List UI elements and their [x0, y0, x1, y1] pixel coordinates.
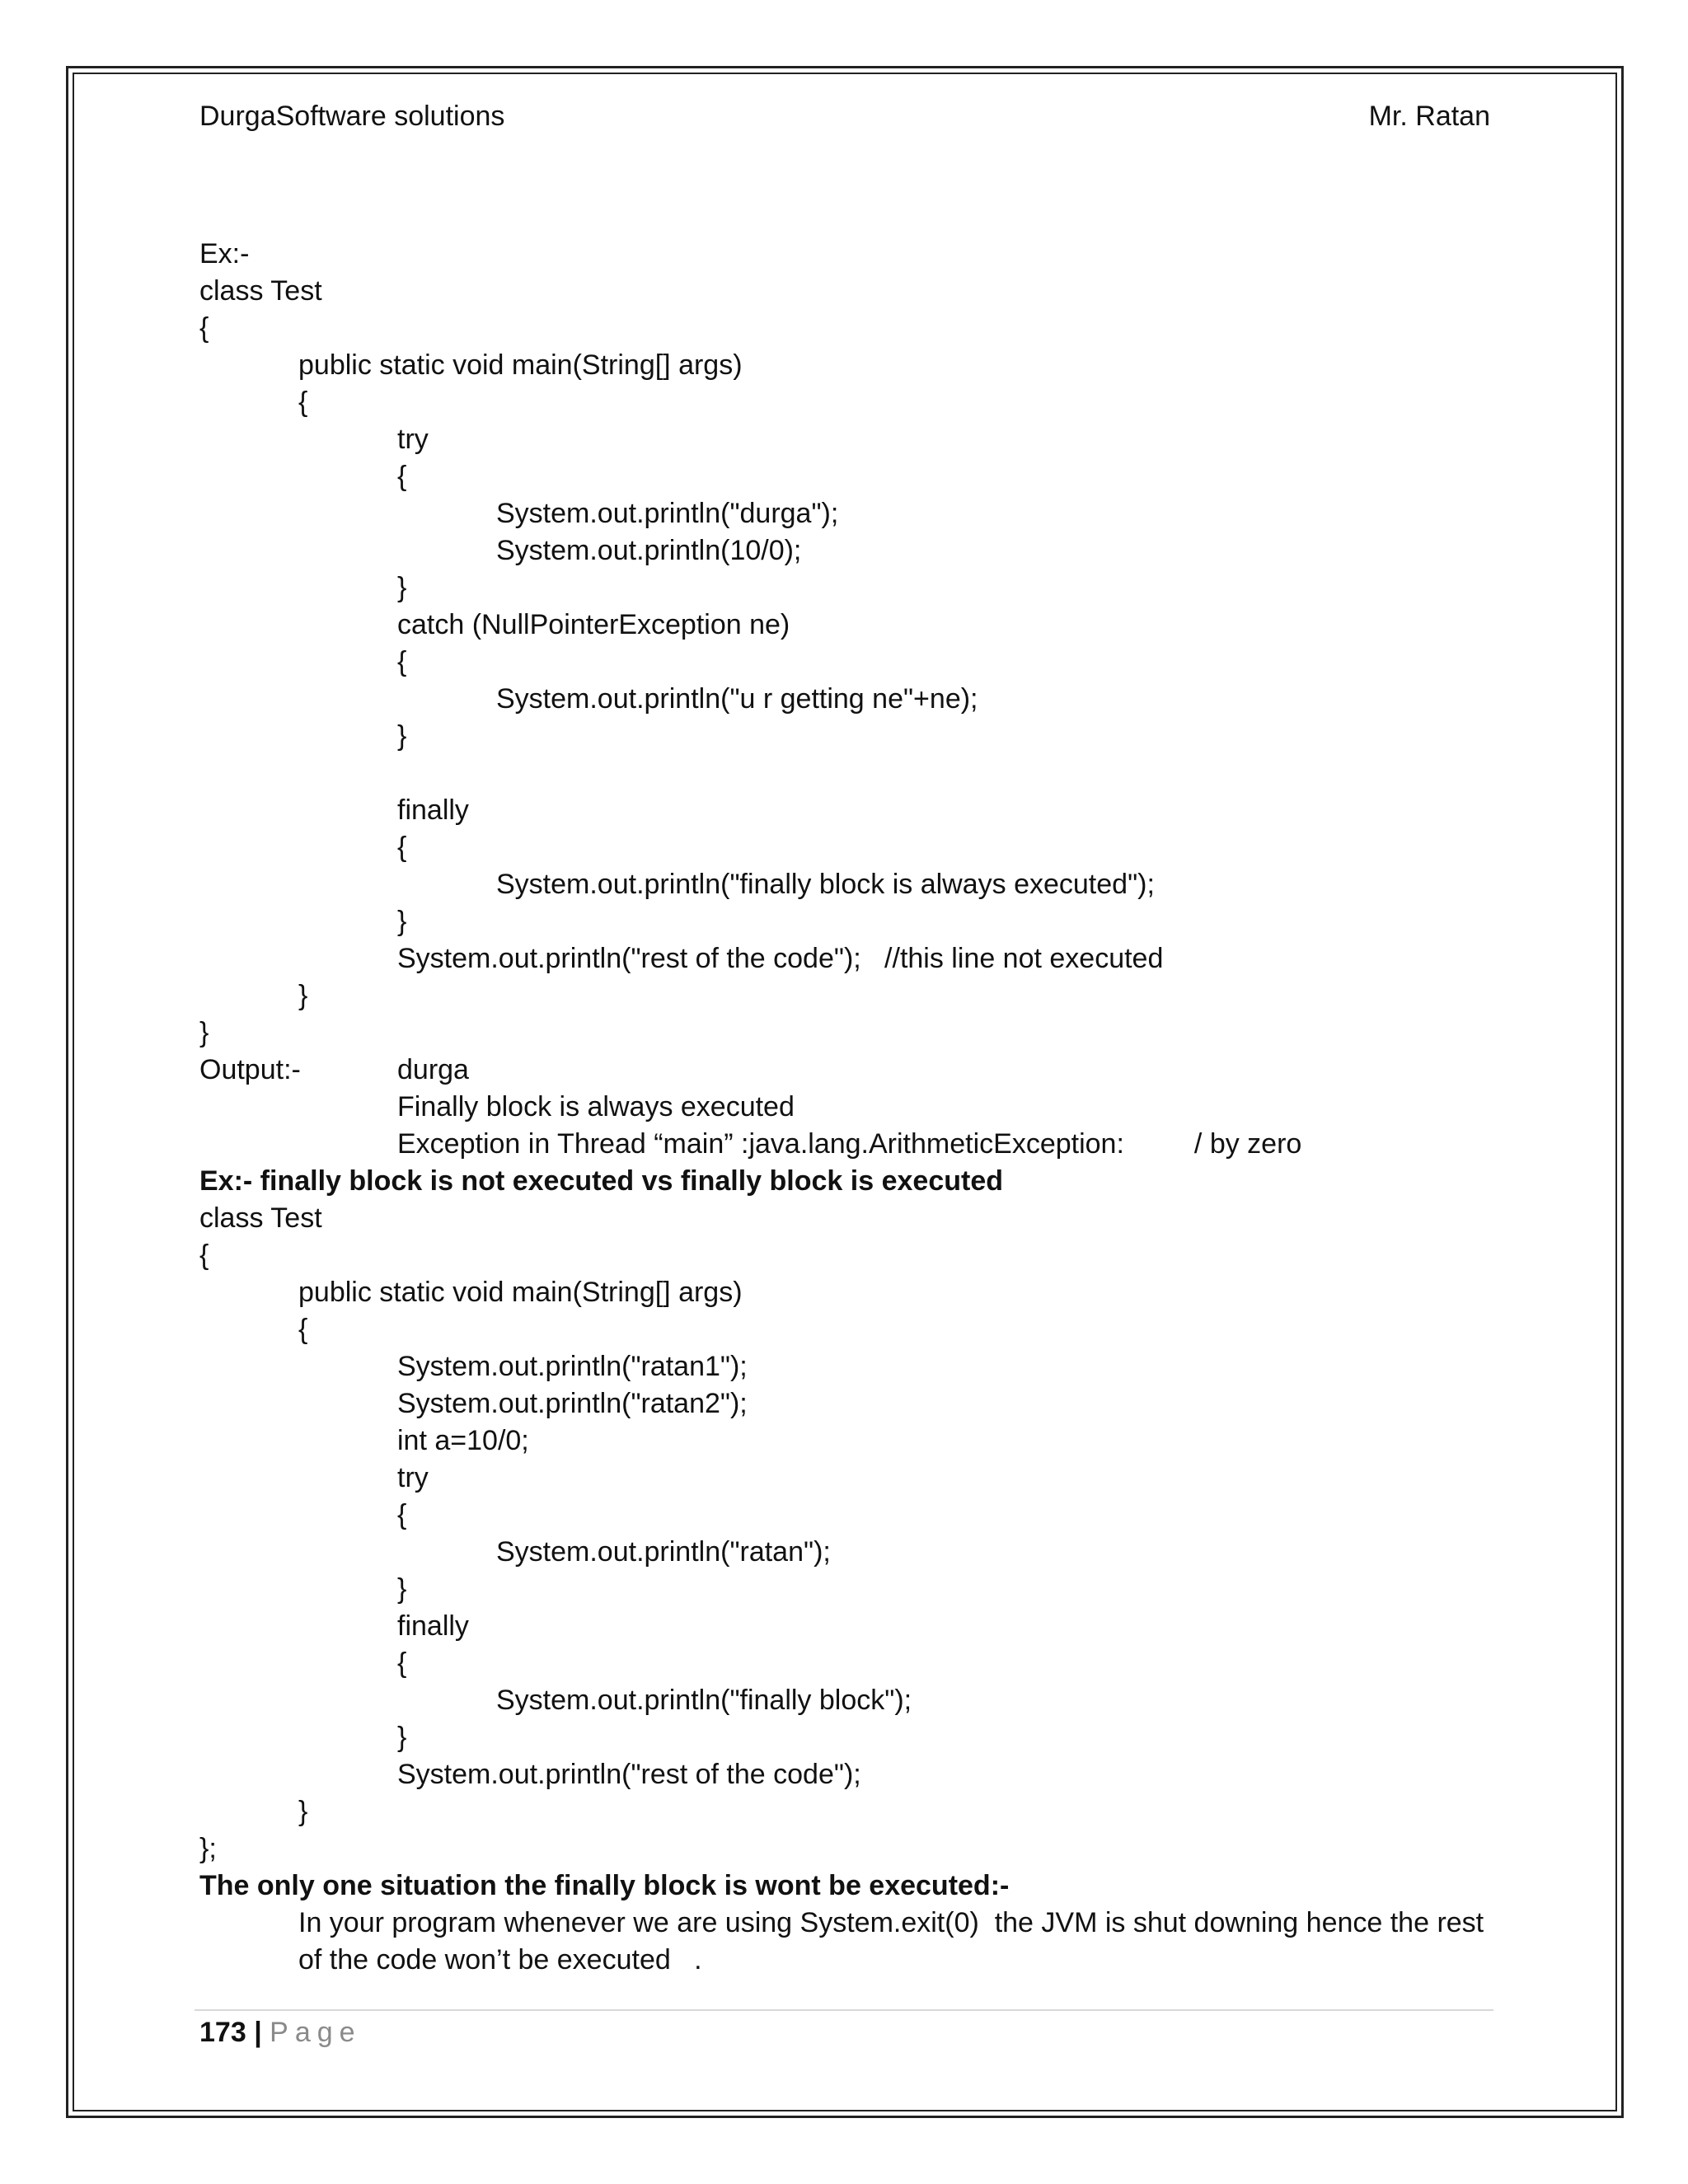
paragraph-line: In your program whenever we are using System.exit(0) the JVM is shut downing hence the rest — [298, 1907, 1484, 1938]
code-line: class Test — [199, 1202, 322, 1234]
page-separator: | — [254, 2017, 262, 2048]
code-line: System.out.println(10/0); — [496, 535, 802, 566]
code-line: { — [298, 387, 308, 418]
code-line: } — [397, 720, 407, 752]
code-line: catch (NullPointerException ne) — [397, 609, 790, 640]
header-author: Mr. Ratan — [1368, 101, 1490, 132]
output-line: Finally block is always executed — [397, 1091, 795, 1122]
code-line: System.out.println("finally block"); — [496, 1685, 912, 1716]
paragraph-line: of the code won’t be executed . — [298, 1944, 702, 1975]
code-line: System.out.println("ratan1"); — [397, 1351, 748, 1382]
code-line: { — [397, 461, 407, 492]
output-line: durga — [397, 1054, 469, 1085]
code-line: } — [199, 1017, 209, 1048]
code-line: } — [298, 980, 308, 1011]
output-line: Exception in Thread “main” :java.lang.ArithmeticException: / by zero — [397, 1128, 1302, 1160]
code-line: { — [397, 1647, 407, 1679]
code-line: finally — [397, 1610, 469, 1642]
code-line: }; — [199, 1833, 217, 1864]
page-content — [199, 236, 1493, 1979]
output-label: Output:- — [199, 1054, 301, 1085]
code-line: { — [199, 312, 209, 344]
code-line: System.out.println("rest of the code"); //this line not executed — [397, 943, 1164, 974]
code-line: { — [397, 1499, 407, 1530]
code-line: } — [397, 906, 407, 937]
example1-label: Ex:- — [199, 238, 250, 269]
code-line: { — [397, 832, 407, 863]
code-line: class Test — [199, 275, 322, 307]
page-header — [199, 97, 1490, 135]
code-line: { — [199, 1240, 209, 1271]
code-line: System.out.println("ratan2"); — [397, 1388, 748, 1419]
code-line: } — [298, 1796, 308, 1827]
code-line: } — [397, 1722, 407, 1753]
code-line: System.out.println("finally block is always executed"); — [496, 869, 1155, 900]
page-word: Page — [270, 2017, 362, 2048]
code-line: int a=10/0; — [397, 1425, 529, 1456]
code-line: { — [298, 1314, 308, 1345]
code-line: System.out.println("rest of the code"); — [397, 1759, 861, 1790]
example2-heading: Ex:- finally block is not executed vs finally block is executed — [199, 1165, 1003, 1197]
page-number: 173 — [199, 2017, 246, 2048]
page-footer — [199, 2013, 362, 2052]
code-line: System.out.println("ratan"); — [496, 1536, 831, 1568]
code-line: System.out.println("durga"); — [496, 498, 839, 529]
code-line: System.out.println("u r getting ne"+ne); — [496, 683, 978, 715]
code-line: public static void main(String[] args) — [298, 349, 743, 381]
header-company: DurgaSoftware solutions — [199, 101, 505, 132]
code-line: try — [397, 424, 429, 455]
code-line-blank — [199, 755, 1493, 792]
section3-heading: The only one situation the finally block is wont be executed:- — [199, 1870, 1010, 1901]
footer-divider — [195, 2009, 1493, 2011]
code-line: try — [397, 1462, 429, 1493]
code-line: finally — [397, 794, 469, 826]
code-line: } — [397, 572, 407, 603]
output-row — [199, 1052, 1493, 1089]
code-line: public static void main(String[] args) — [298, 1277, 743, 1308]
code-line: } — [397, 1573, 407, 1605]
code-line: { — [397, 646, 407, 677]
